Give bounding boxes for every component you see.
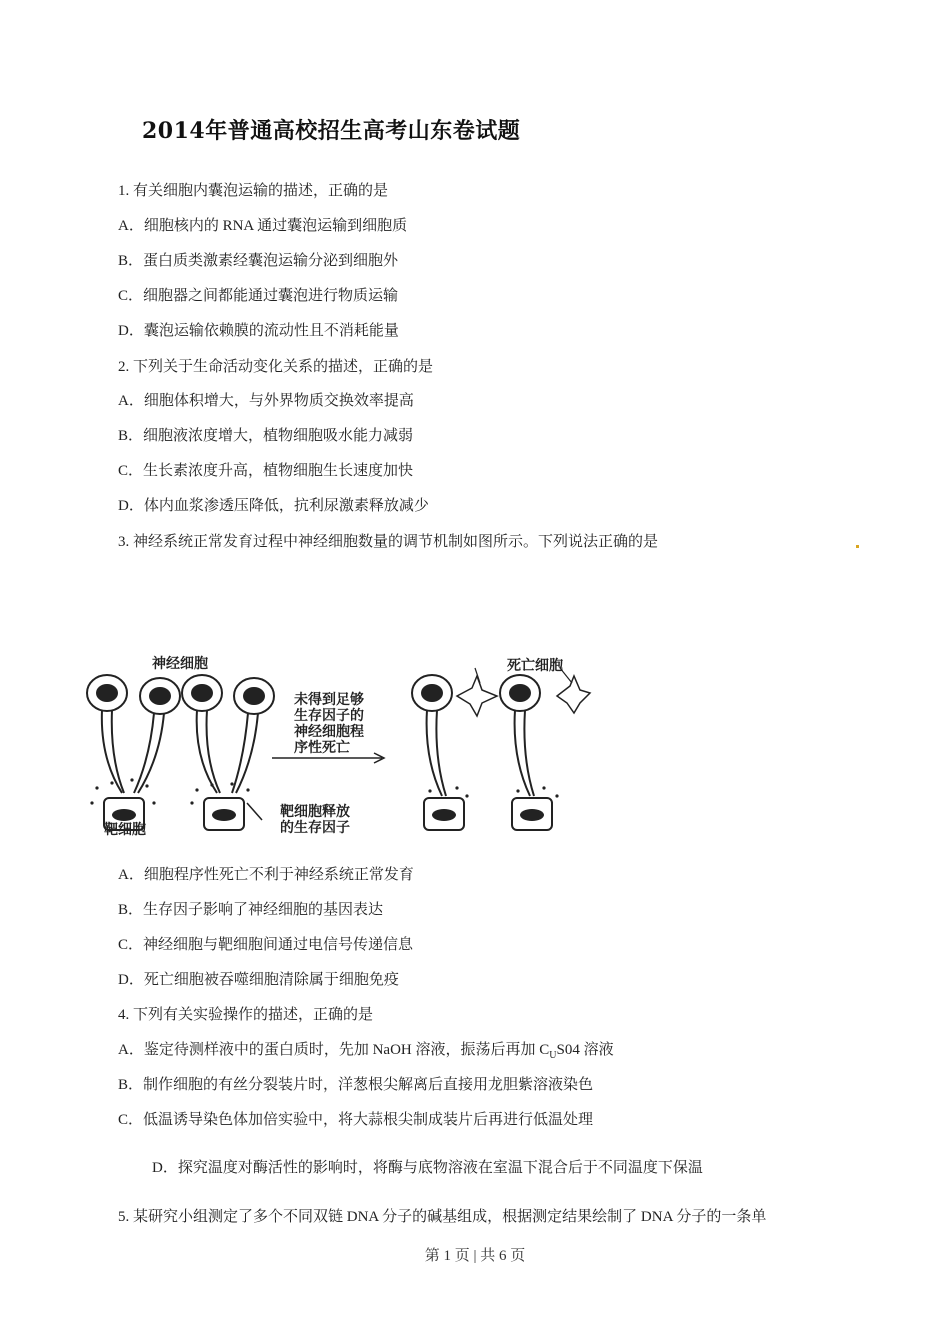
label-neuron: 神经细胞 (152, 656, 208, 672)
question-3-option-b: B．生存因子影响了神经细胞的基因表达 (118, 902, 384, 918)
question-3-option-d: D．死亡细胞被吞噬细胞清除属于细胞免疫 (118, 972, 399, 988)
label-arrow-line-3: 神经细胞程 (294, 724, 364, 740)
question-1-stem: 1. 有关细胞内囊泡运输的描述，正确的是 (118, 183, 389, 199)
question-2-option-b: B．细胞液浓度增大，植物细胞吸水能力减弱 (118, 428, 414, 444)
question-3-stem: 3. 神经系统正常发育过程中神经细胞数量的调节机制如图所示。下列说法正确的是 (118, 534, 659, 550)
question-5-stem: 5. 某研究小组测定了多个不同双链 DNA 分子的碱基组成，根据测定结果绘制了 DNA 分子的一条单 (118, 1209, 767, 1225)
option-a-text-end: S04 溶液 (556, 1042, 614, 1058)
neuron-survival-factor-figure (82, 648, 602, 838)
label-arrow-line-2: 生存因子的 (294, 708, 364, 724)
question-4-option-d: D．探究温度对酶活性的影响时，将酶与底物溶液在室温下混合后于不同温度下保温 (152, 1160, 703, 1176)
question-1-option-c: C．细胞器之间都能通过囊泡进行物质运输 (118, 288, 399, 304)
question-4-option-c: C．低温诱导染色体加倍实验中，将大蒜根尖制成装片后再进行低温处理 (118, 1112, 594, 1128)
question-2-option-c: C．生长素浓度升高，植物细胞生长速度加快 (118, 463, 414, 479)
label-target-cell: 靶细胞 (104, 822, 146, 838)
question-4-option-a (118, 1040, 614, 1066)
page-footer: 第 1 页 | 共 6 页 (424, 1248, 526, 1264)
label-arrow-line-1: 未得到足够 (294, 692, 364, 708)
label-factor-line-1: 靶细胞释放 (280, 804, 350, 820)
label-dead-cell: 死亡细胞 (507, 658, 563, 674)
question-3-option-a: A．细胞程序性死亡不利于神经系统正常发育 (118, 867, 414, 883)
question-2-option-d: D．体内血浆渗透压降低，抗利尿激素释放减少 (118, 498, 429, 514)
option-a-subscript: U (549, 1050, 557, 1061)
question-3-option-c: C．神经细胞与靶细胞间通过电信号传递信息 (118, 937, 414, 953)
label-arrow-line-4: 序性死亡 (294, 740, 350, 756)
question-2-option-a: A．细胞体积增大，与外界物质交换效率提高 (118, 393, 414, 409)
question-1-option-a: A．细胞核内的 RNA 通过囊泡运输到细胞质 (118, 218, 408, 234)
page-title: 2014年普通高校招生高考山东卷试题 (142, 118, 521, 144)
question-2-stem: 2. 下列关于生命活动变化关系的描述，正确的是 (118, 359, 434, 375)
question-4-option-b: B．制作细胞的有丝分裂装片时，洋葱根尖解离后直接用龙胆紫溶液染色 (118, 1077, 594, 1093)
stray-mark (856, 545, 859, 548)
option-a-text: A．鉴定待测样液中的蛋白质时，先加 NaOH 溶液，振荡后再加 C (118, 1042, 550, 1058)
question-4-stem: 4. 下列有关实验操作的描述，正确的是 (118, 1007, 374, 1023)
question-1-option-b: B．蛋白质类激素经囊泡运输分泌到细胞外 (118, 253, 399, 269)
label-factor-line-2: 的生存因子 (280, 820, 350, 836)
question-1-option-d: D．囊泡运输依赖膜的流动性且不消耗能量 (118, 323, 399, 339)
